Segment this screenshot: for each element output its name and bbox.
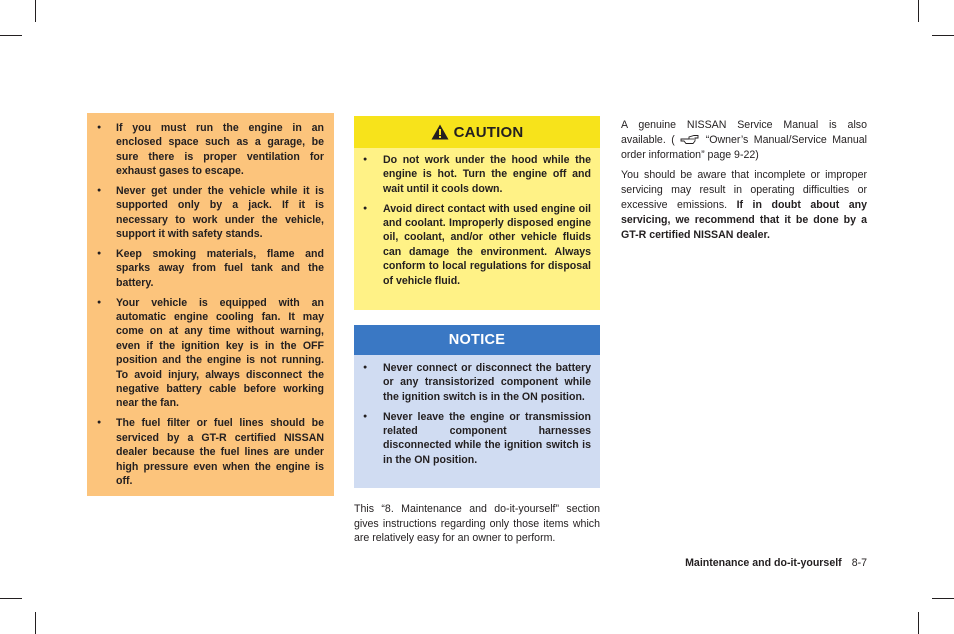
crop-mark [932, 598, 954, 599]
warning-item: ● Your vehicle is equipped with an automatic engine cooling fan. It may come on at any time without warning, even if the ignition key is in the OFF position and the engine is not running. To avoid injury, always disconnect the negative battery cable before working near the fan. [97, 296, 324, 411]
crop-mark [35, 612, 36, 634]
servicing-paragraph: You should be aware that incomplete or improper servicing may result in operating difficulties or excessive emissions. If in doubt about any servicing, we recommend that it be done by a GT-R certified NISSAN dealer. [621, 169, 867, 241]
notice-header [354, 325, 600, 355]
notice-item: ● Never connect or disconnect the battery or any transistorized component while the ignition switch is in the ON position. [363, 361, 591, 404]
warning-list [97, 121, 324, 488]
caution-item: ● Do not work under the hood while the engine is hot. Turn the engine off and wait until it cools down. [363, 153, 591, 196]
page-footer [685, 557, 867, 569]
caution-title: CAUTION [453, 123, 524, 141]
warning-triangle-icon [431, 124, 449, 140]
right-column [621, 118, 867, 248]
page-reference-icon [680, 134, 700, 145]
warning-item: ● Keep smoking materials, flame and sparks away from fuel tank and the battery. [97, 247, 324, 290]
notice-box [354, 355, 600, 488]
caution-list [363, 153, 591, 288]
crop-mark [918, 0, 919, 22]
caution-item: ● Avoid direct contact with used engine oil and coolant. Improperly disposed engine oil, coolant, and/or other vehicle fluids can damage the environment. Always conform to local regulations for disposal of vehicle fluid. [363, 202, 591, 288]
notice-list [363, 361, 591, 467]
crop-mark [932, 35, 954, 36]
caution-box [354, 148, 600, 310]
warning-item: ● Never get under the vehicle while it is supported only by a jack. If it is necessary to work under the vehicle, support it with safety stands. [97, 184, 324, 242]
footer-section-title: Maintenance and do-it-yourself [685, 557, 842, 569]
service-manual-paragraph: A genuine NISSAN Service Manual is also available. ( “Owner’s Manual/Service Manual order information” page 9-22) [621, 119, 867, 161]
page-reference-link[interactable]: “Owner’s Manual/Service Manual order information” page 9-22) [621, 134, 867, 161]
notice-title: NOTICE [448, 332, 506, 348]
crop-mark [0, 35, 22, 36]
page-number: 8-7 [851, 557, 867, 569]
crop-mark [918, 612, 919, 634]
notice-item: ● Never leave the engine or transmission related component harnesses disconnected while the ignition switch is in the ON position. [363, 410, 591, 468]
section-intro-paragraph: This “8. Maintenance and do-it-yourself” section gives instructions regarding only those items which are relatively easy for an owner to perform. [354, 503, 600, 545]
caution-header [354, 116, 600, 148]
warning-item: ● The fuel filter or fuel lines should be serviced by a GT-R certified NISSAN dealer because the fuel lines are under high pressure even when the engine is off. [97, 416, 324, 488]
crop-mark [0, 598, 22, 599]
crop-mark [35, 0, 36, 22]
warning-item: ● If you must run the engine in an enclosed space such as a garage, be sure there is proper ventilation for exhaust gases to escape. [97, 121, 324, 179]
warning-box [87, 113, 334, 496]
